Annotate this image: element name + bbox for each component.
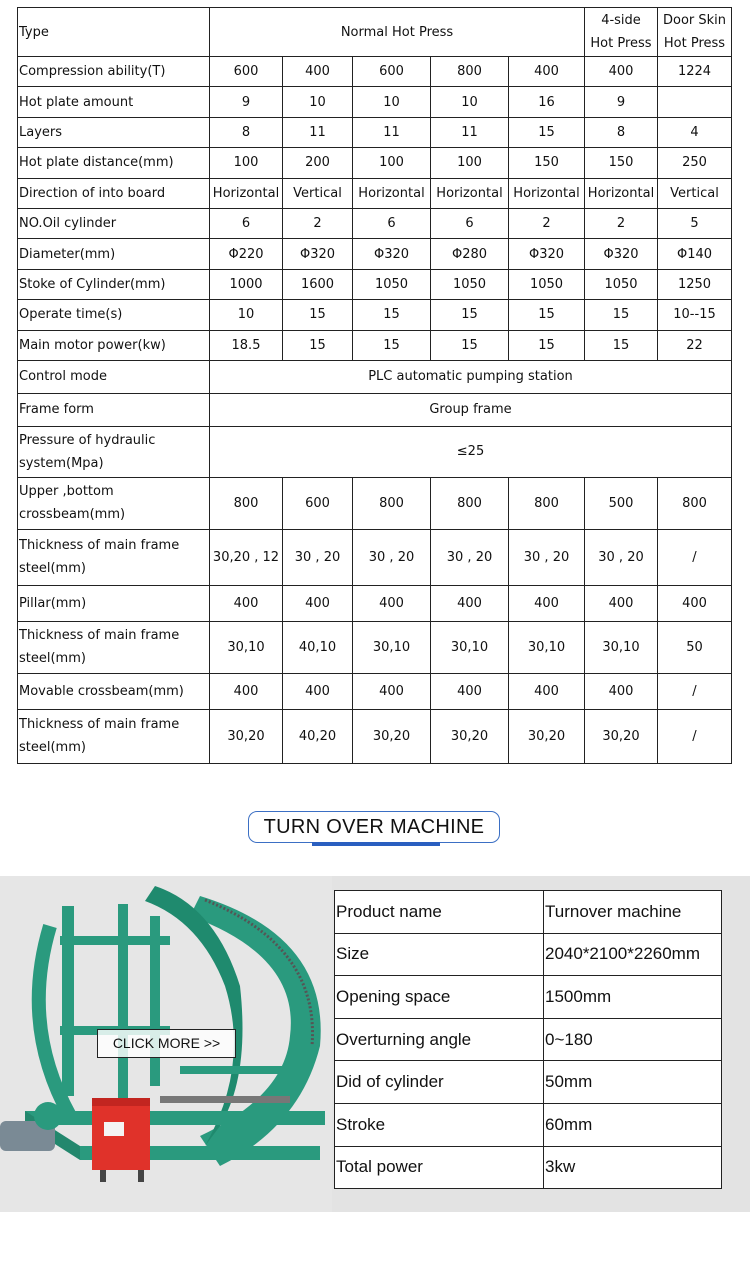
table-cell: 200 (283, 148, 353, 178)
table-cell: 400 (585, 673, 658, 709)
table-cell: 15 (283, 300, 353, 330)
table-cell: 30,10 (431, 621, 509, 673)
row-label-line: Thickness of main frame (19, 717, 180, 733)
table-cell: 1050 (585, 269, 658, 299)
table-cell: Horizontal (210, 178, 283, 208)
table-cell: 11 (431, 117, 509, 147)
table-cell: 30,20 (353, 709, 431, 763)
table-cell: 400 (353, 585, 431, 621)
row-label (18, 426, 210, 477)
row-label-line: Pressure of hydraulic (19, 432, 156, 448)
row-label: Direction of into board (18, 178, 210, 208)
table-cell: 8 (585, 117, 658, 147)
table-cell: 10 (210, 300, 283, 330)
row-label (18, 529, 210, 585)
row-label (18, 673, 210, 709)
row-label-line: system(Mpa) (19, 455, 104, 471)
row-label-line: crossbeam(mm) (19, 507, 126, 523)
table-cell: 15 (353, 300, 431, 330)
product-spec-label: Total power (335, 1146, 544, 1189)
table-cell: 15 (353, 330, 431, 360)
table-cell: 10 (431, 87, 509, 117)
table-cell: 10 (353, 87, 431, 117)
table-cell: / (658, 673, 732, 709)
table-cell: 150 (585, 148, 658, 178)
row-label (18, 621, 210, 673)
table-cell: 9 (585, 87, 658, 117)
table-cell: 400 (509, 673, 585, 709)
table-header-row (18, 8, 732, 57)
row-label (18, 477, 210, 529)
product-spec-row (335, 1103, 722, 1146)
table-row (18, 269, 732, 299)
table-cell: 400 (210, 585, 283, 621)
turnover-machine-spec-table (334, 890, 722, 1189)
door-skin-line2: Hot Press (663, 36, 726, 51)
type-label: Type (18, 8, 210, 57)
row-label-line: steel(mm) (19, 651, 86, 667)
row-label-line: Pillar(mm) (19, 595, 87, 611)
row-label-line: steel(mm) (19, 740, 86, 756)
table-row (18, 330, 732, 360)
product-spec-label: Did of cylinder (335, 1061, 544, 1104)
row-label: Compression ability(T) (18, 57, 210, 87)
product-spec-value: 0~180 (544, 1018, 722, 1061)
product-spec-label: Product name (335, 891, 544, 934)
product-spec-label: Opening space (335, 976, 544, 1019)
table-row (18, 300, 732, 330)
table-cell: 600 (283, 477, 353, 529)
table-cell: Vertical (658, 178, 732, 208)
product-spec-value: 2040*2100*2260mm (544, 933, 722, 976)
table-cell: 800 (509, 477, 585, 529)
row-label: Operate time(s) (18, 300, 210, 330)
table-row (18, 87, 732, 117)
table-cell: 30,20 (585, 709, 658, 763)
table-cell: 22 (658, 330, 732, 360)
row-label: Stoke of Cylinder(mm) (18, 269, 210, 299)
row-label: NO.Oil cylinder (18, 208, 210, 238)
door-skin-line1: Door Skin (662, 13, 727, 28)
row-label (18, 709, 210, 763)
click-more-button[interactable]: CLICK MORE >> (97, 1029, 236, 1058)
table-cell: 10 (283, 87, 353, 117)
table-cell: 400 (431, 673, 509, 709)
four-side-line1: 4-side (601, 13, 641, 28)
table-cell: 400 (509, 57, 585, 87)
table-cell: 500 (585, 477, 658, 529)
row-label-line: Movable crossbeam(mm) (19, 683, 184, 699)
table-cell: 30,10 (585, 621, 658, 673)
table-cell: Vertical (283, 178, 353, 208)
four-side-hot-press-group (585, 8, 658, 57)
table-cell: 400 (585, 585, 658, 621)
table-cell: 1250 (658, 269, 732, 299)
table-cell: 600 (210, 57, 283, 87)
table-cell: 15 (585, 330, 658, 360)
table-cell: 15 (283, 330, 353, 360)
table-cell: 400 (283, 57, 353, 87)
product-spec-row (335, 976, 722, 1019)
table-cell: 9 (210, 87, 283, 117)
table-cell: 18.5 (210, 330, 283, 360)
product-spec-row (335, 1061, 722, 1104)
table-cell: 400 (210, 673, 283, 709)
table-cell: 30,20 , 12 (210, 529, 283, 585)
table-cell: 2 (283, 208, 353, 238)
table-cell: 40,10 (283, 621, 353, 673)
table-cell: 11 (353, 117, 431, 147)
merged-value-cell: Group frame (210, 393, 732, 426)
table-cell: 4 (658, 117, 732, 147)
table-row (18, 621, 732, 673)
table-row (18, 585, 732, 621)
door-skin-hot-press-group (658, 8, 732, 57)
table-cell: Φ280 (431, 239, 509, 269)
table-row (18, 117, 732, 147)
table-cell: 800 (658, 477, 732, 529)
table-cell: Φ220 (210, 239, 283, 269)
table-row (18, 208, 732, 238)
row-label: Frame form (18, 393, 210, 426)
table-cell: Horizontal (509, 178, 585, 208)
table-cell: 1600 (283, 269, 353, 299)
table-cell: 16 (509, 87, 585, 117)
table-cell: 8 (210, 117, 283, 147)
product-spec-value: Turnover machine (544, 891, 722, 934)
product-spec-label: Overturning angle (335, 1018, 544, 1061)
section-heading-text: TURN OVER MACHINE (263, 816, 485, 838)
table-cell: 30 , 20 (585, 529, 658, 585)
table-cell: 400 (658, 585, 732, 621)
table-cell: 400 (353, 673, 431, 709)
table-cell: 30 , 20 (353, 529, 431, 585)
table-cell: 30 , 20 (431, 529, 509, 585)
table-cell: 15 (509, 330, 585, 360)
table-cell: 800 (431, 477, 509, 529)
table-row-frame-form (18, 393, 732, 426)
table-cell: 100 (431, 148, 509, 178)
table-cell: Φ320 (353, 239, 431, 269)
product-spec-value: 60mm (544, 1103, 722, 1146)
row-label: Hot plate distance(mm) (18, 148, 210, 178)
table-cell: 600 (353, 57, 431, 87)
table-row (18, 477, 732, 529)
table-cell: 6 (431, 208, 509, 238)
table-cell: 5 (658, 208, 732, 238)
normal-hot-press-group: Normal Hot Press (210, 8, 585, 57)
table-cell: Φ320 (509, 239, 585, 269)
four-side-line2: Hot Press (590, 36, 652, 51)
table-row (18, 178, 732, 208)
table-cell: Φ140 (658, 239, 732, 269)
table-cell: 15 (431, 300, 509, 330)
table-cell: 30,20 (210, 709, 283, 763)
table-cell: 1050 (353, 269, 431, 299)
row-label: Hot plate amount (18, 87, 210, 117)
table-cell: 6 (353, 208, 431, 238)
table-cell: 30,20 (431, 709, 509, 763)
table-cell: 15 (509, 117, 585, 147)
table-cell: 2 (585, 208, 658, 238)
product-spec-label: Stroke (335, 1103, 544, 1146)
table-cell: Horizontal (353, 178, 431, 208)
row-label-line: Thickness of main frame (19, 538, 180, 554)
product-spec-value: 3kw (544, 1146, 722, 1189)
table-row (18, 239, 732, 269)
row-label: Layers (18, 117, 210, 147)
row-label: Diameter(mm) (18, 239, 210, 269)
table-row-pressure (18, 426, 732, 477)
product-spec-row (335, 891, 722, 934)
table-cell: / (658, 709, 732, 763)
product-spec-value: 50mm (544, 1061, 722, 1104)
table-cell: 1050 (431, 269, 509, 299)
table-row (18, 57, 732, 87)
table-cell: 1224 (658, 57, 732, 87)
product-spec-row (335, 1146, 722, 1189)
table-cell: 15 (431, 330, 509, 360)
table-cell: 400 (283, 673, 353, 709)
table-cell: 11 (283, 117, 353, 147)
table-cell: Horizontal (585, 178, 658, 208)
section-heading (248, 811, 500, 843)
table-cell: 800 (210, 477, 283, 529)
table-cell: 800 (353, 477, 431, 529)
table-cell: 30,10 (509, 621, 585, 673)
table-cell: 30 , 20 (509, 529, 585, 585)
row-label-line: steel(mm) (19, 561, 86, 577)
merged-value-cell: ≤25 (210, 426, 732, 477)
table-cell: 15 (585, 300, 658, 330)
row-label-line: Thickness of main frame (19, 628, 180, 644)
table-cell: 250 (658, 148, 732, 178)
table-cell: 1050 (509, 269, 585, 299)
table-cell: 400 (431, 585, 509, 621)
table-cell: 100 (210, 148, 283, 178)
table-cell: 400 (509, 585, 585, 621)
table-cell: 150 (509, 148, 585, 178)
table-cell: 30,10 (210, 621, 283, 673)
merged-value-cell: PLC automatic pumping station (210, 360, 732, 393)
heading-underline (312, 842, 440, 846)
table-cell: 6 (210, 208, 283, 238)
table-cell: Horizontal (431, 178, 509, 208)
table-row (18, 709, 732, 763)
product-spec-value: 1500mm (544, 976, 722, 1019)
table-cell: / (658, 529, 732, 585)
table-cell: Φ320 (283, 239, 353, 269)
table-row (18, 673, 732, 709)
table-cell: 400 (585, 57, 658, 87)
table-cell: 800 (431, 57, 509, 87)
table-cell: 50 (658, 621, 732, 673)
row-label: Main motor power(kw) (18, 330, 210, 360)
table-row (18, 529, 732, 585)
table-cell: 400 (283, 585, 353, 621)
table-cell: 30,10 (353, 621, 431, 673)
row-label: Control mode (18, 360, 210, 393)
hot-press-spec-table (17, 7, 732, 764)
table-cell: 30,20 (509, 709, 585, 763)
table-cell (658, 87, 732, 117)
table-cell: 2 (509, 208, 585, 238)
product-spec-row (335, 1018, 722, 1061)
table-cell: 100 (353, 148, 431, 178)
row-label (18, 585, 210, 621)
table-row-control-mode (18, 360, 732, 393)
table-cell: 10--15 (658, 300, 732, 330)
table-cell: 30 , 20 (283, 529, 353, 585)
table-cell: 1000 (210, 269, 283, 299)
row-label-line: Upper ,bottom (19, 484, 114, 500)
table-cell: Φ320 (585, 239, 658, 269)
table-row (18, 148, 732, 178)
product-spec-row (335, 933, 722, 976)
table-cell: 40,20 (283, 709, 353, 763)
table-cell: 15 (509, 300, 585, 330)
product-spec-label: Size (335, 933, 544, 976)
